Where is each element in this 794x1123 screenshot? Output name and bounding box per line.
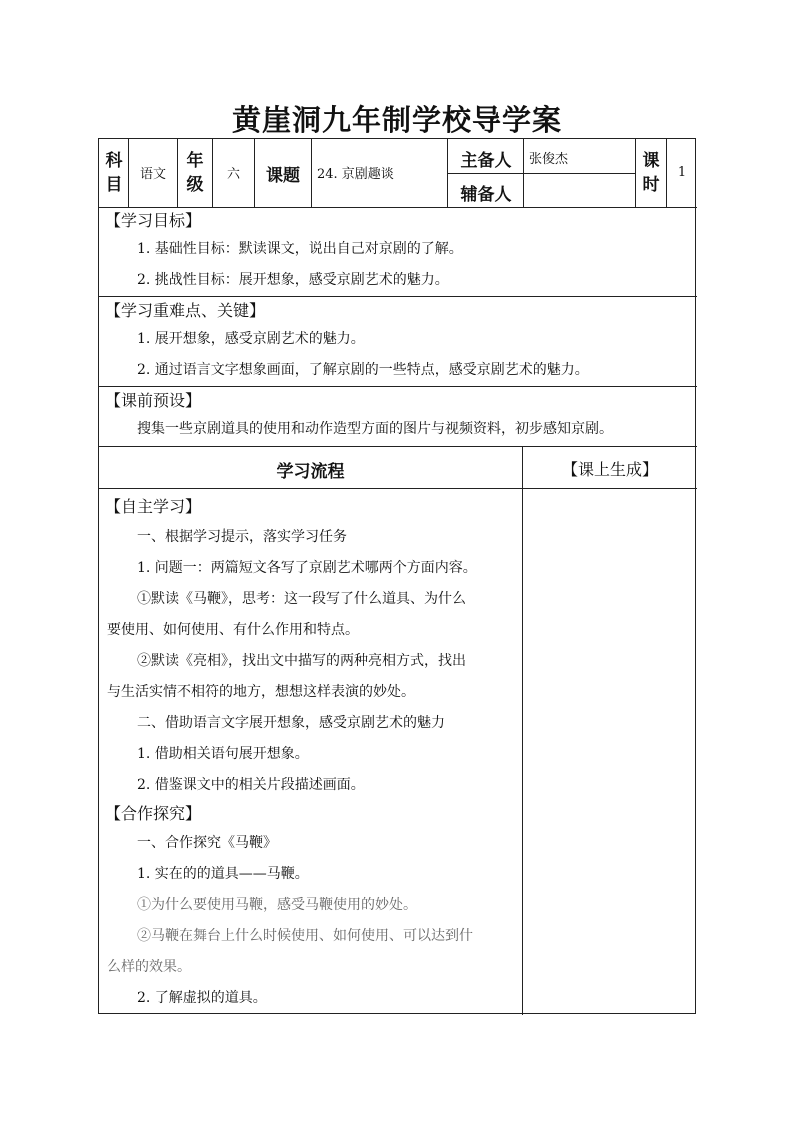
preview-heading: 【课前预设】 bbox=[105, 391, 202, 410]
self-study-line: ①默读《马鞭》，思考：这一段写了什么道具、为什么 bbox=[137, 591, 466, 607]
topic-label: 课题 bbox=[266, 166, 300, 186]
self-study-line: ②默读《亮相》，找出文中描写的两种亮相方式，找出 bbox=[137, 653, 466, 669]
coop-study-line: 么样的效果。 bbox=[107, 959, 191, 975]
lesson-plan-table bbox=[98, 138, 696, 1014]
period-label: 课 时 bbox=[642, 151, 660, 195]
self-study-line: 一、根据学习提示，落实学习任务 bbox=[137, 529, 347, 545]
goal-item: 2. 挑战性目标：展开想象，感受京剧艺术的魅力。 bbox=[137, 272, 449, 288]
period-value: 1 bbox=[677, 165, 687, 180]
in-class-heading: 【课上生成】 bbox=[561, 460, 658, 479]
coop-study-line: ①为什么要使用马鞭，感受马鞭使用的妙处。 bbox=[137, 897, 417, 913]
main-preparer-value: 张俊杰 bbox=[529, 152, 569, 167]
coop-study-line: 1. 实在的的道具——马鞭。 bbox=[137, 866, 309, 882]
key-points-heading: 【学习重难点、关键】 bbox=[105, 301, 266, 320]
process-heading: 学习流程 bbox=[276, 462, 345, 482]
self-study-line: 二、借助语言文字展开想象，感受京剧艺术的魅力 bbox=[137, 715, 445, 731]
coop-study-line: 一、合作探究《马鞭》 bbox=[137, 835, 277, 851]
preview-text: 搜集一些京剧道具的使用和动作造型方面的图片与视频资料，初步感知京剧。 bbox=[137, 421, 613, 437]
coop-study-line: 2. 了解虚拟的道具。 bbox=[137, 990, 267, 1006]
self-study-line: 1. 问题一：两篇短文各写了京剧艺术哪两个方面内容。 bbox=[137, 560, 477, 576]
coop-study-heading: 【合作探究】 bbox=[105, 804, 202, 823]
grade-label: 年 级 bbox=[186, 151, 204, 195]
subject-value: 语文 bbox=[139, 167, 166, 182]
page-title: 黄崖洞九年制学校导学案 bbox=[231, 103, 562, 137]
topic-value: 24. 京剧趣谈 bbox=[317, 167, 394, 182]
subject-label: 科 目 bbox=[105, 151, 123, 195]
key-point-item: 1. 展开想象，感受京剧艺术的魅力。 bbox=[137, 331, 365, 347]
assist-preparer-label: 辅备人 bbox=[460, 185, 512, 205]
goal-item: 1. 基础性目标：默读课文，说出自己对京剧的了解。 bbox=[137, 241, 463, 257]
goals-heading: 【学习目标】 bbox=[105, 211, 202, 230]
self-study-line: 与生活实情不相符的地方，想想这样表演的妙处。 bbox=[107, 684, 415, 700]
self-study-line: 2. 借鉴课文中的相关片段描述画面。 bbox=[137, 777, 365, 793]
self-study-line: 要使用、如何使用、有什么作用和特点。 bbox=[107, 622, 359, 638]
key-point-item: 2. 通过语言文字想象画面，了解京剧的一些特点，感受京剧艺术的魅力。 bbox=[137, 362, 589, 378]
main-preparer-label: 主备人 bbox=[460, 151, 512, 171]
grade-value: 六 bbox=[226, 167, 240, 182]
self-study-heading: 【自主学习】 bbox=[105, 497, 202, 516]
coop-study-line: ②马鞭在舞台上什么时候使用、如何使用、可以达到什 bbox=[137, 928, 473, 944]
self-study-line: 1. 借助相关语句展开想象。 bbox=[137, 746, 309, 762]
